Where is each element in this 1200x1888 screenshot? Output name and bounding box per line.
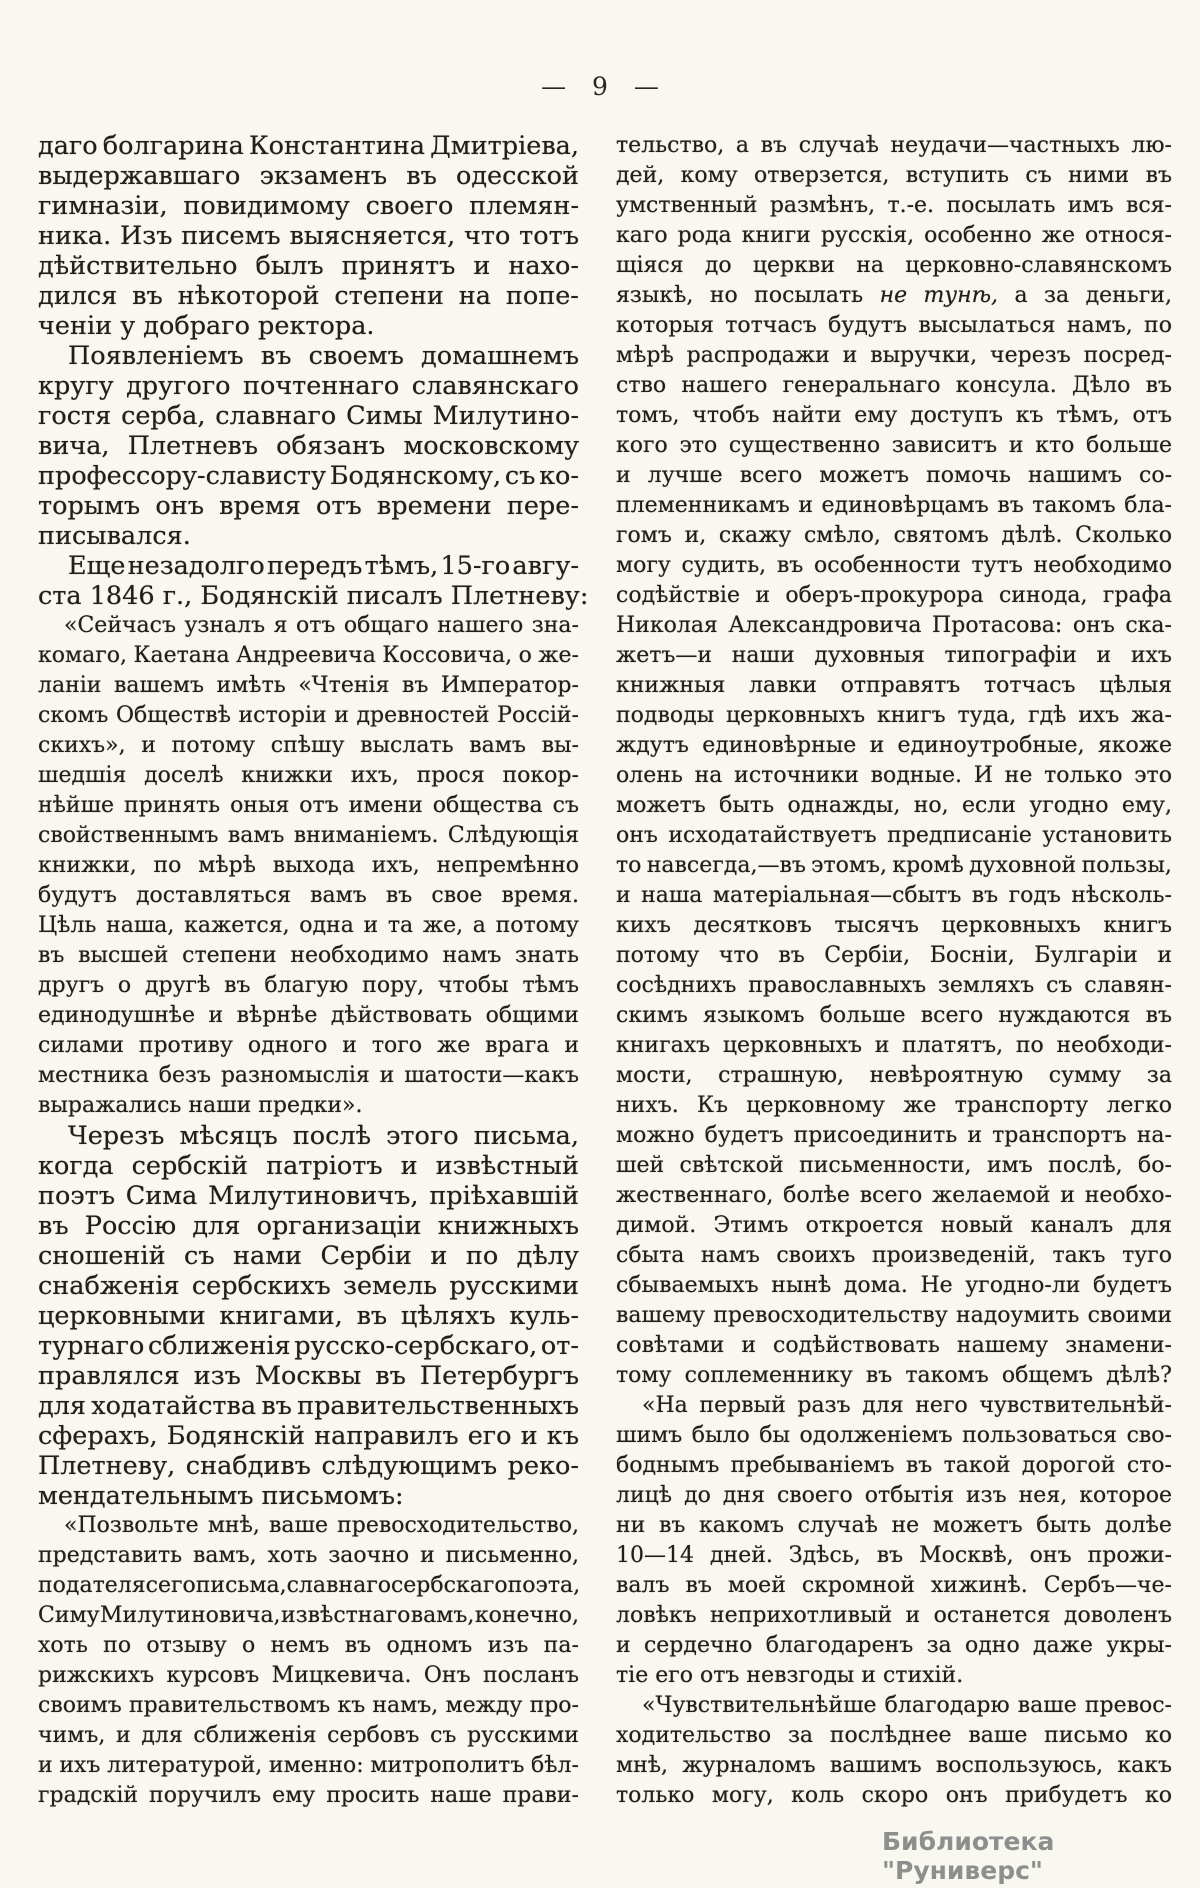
text-line: сбыта намъ своихъ произведеній, такъ туго: [616, 1243, 1172, 1268]
text-line: шедшія доселѣ книжки ихъ, прося покор-: [38, 763, 579, 788]
text-line: торымъ онъ время отъ времени пере-: [38, 491, 579, 521]
text-line: мнѣ, журналомъ вашимъ воспользуюсь, какъ: [616, 1753, 1172, 1778]
text-line: жетъ—и наши духовныя типографіи и ихъ: [616, 643, 1172, 668]
paragraph: [38, 1511, 579, 1811]
text-line: дѣйствительно былъ принятъ и нахо-: [38, 251, 579, 281]
text-line: когда сербскій патріотъ и извѣстный: [38, 1151, 579, 1181]
right-column: [616, 131, 1172, 1811]
text-line: ста 1846 г., Бодянскій писалъ Плетневу:: [38, 581, 589, 611]
page-number: — 9 —: [541, 72, 659, 101]
text-line: только могу, коль скоро онъ прибудетъ ко: [616, 1783, 1172, 1808]
text-line: «На первый разъ для него чувствительнѣй-: [642, 1393, 1172, 1418]
text-line: ланіи вашемъ имѣть «Чтенія въ Император-: [38, 673, 579, 698]
text-line: поэтъ Сима Милутиновичъ, пріѣхавшій: [38, 1181, 579, 1211]
text-line: книгахъ церковныхъ и платятъ, по необходи-: [616, 1033, 1172, 1058]
text-line: даго болгарина Константина Дмитріева,: [38, 131, 579, 161]
text-line: мендательнымъ письмомъ:: [38, 1481, 404, 1511]
text-line: содѣйствіе и оберъ-прокурора синода, графа: [616, 583, 1172, 608]
text-line: турнаго сближенія русско-сербскаго, от-: [38, 1331, 579, 1361]
paragraph: [38, 611, 579, 1121]
text-line: будутъ доставляться вамъ въ свое время.: [38, 883, 579, 908]
text-line: потому что въ Сербіи, Босніи, Булгаріи и: [616, 943, 1172, 968]
text-line: лицѣ до дня своего отбытія изъ нея, которое: [616, 1483, 1172, 1508]
text-line: онъ исходатайствуетъ предписаніе установить: [616, 823, 1172, 848]
text-line: мости, страшную, невѣроятную сумму за: [616, 1063, 1172, 1088]
text-line: дей, кому отверзется, вступить съ ними въ: [616, 163, 1172, 188]
text-line: Николая Александровича Протасова: онъ ска-: [616, 613, 1172, 638]
text-line: ника. Изъ писемъ выясняется, что тотъ: [38, 221, 579, 251]
text-line: въ высшей степени необходимо намъ знать: [38, 943, 579, 968]
text-line: тельство, а въ случаѣ неудачи—частныхъ лю-: [616, 133, 1172, 158]
text-line: димой. Этимъ откроется новый каналъ для: [616, 1213, 1172, 1238]
text-line: выражались наши предки».: [38, 1093, 363, 1118]
text-line: 10—14 дней. Здѣсь, въ Москвѣ, онъ прожи-: [616, 1543, 1172, 1568]
text-line: можетъ быть однажды, но, если угодно ему,: [616, 793, 1172, 818]
text-line: Черезъ мѣсяцъ послѣ этого письма,: [68, 1121, 579, 1151]
text-line: каго рода книги русскія, особенно же относя-: [616, 223, 1172, 248]
paragraph: [38, 551, 589, 611]
paragraph: [616, 1391, 1172, 1691]
text-line: чимъ, и для сближенія сербовъ съ русскими: [38, 1723, 579, 1748]
text-line: олень на источники водные. И не только это: [616, 763, 1172, 788]
text-line: другъ о другѣ въ благую пору, чтобы тѣмъ: [38, 973, 579, 998]
text-line: рижскихъ курсовъ Мицкевича. Онъ посланъ: [38, 1663, 579, 1688]
text-line: снабженія сербскихъ земель русскими: [38, 1271, 579, 1301]
text-line: шей свѣтской письменности, имъ послѣ, бо-: [616, 1153, 1172, 1178]
text-line: ство нашего генеральнаго консула. Дѣло въ: [616, 373, 1172, 398]
text-line: подателя сего письма, славнаго сербскаго поэта,: [38, 1573, 581, 1598]
text-line: томъ, чтобъ найти ему доступъ къ тѣмъ, отъ: [616, 403, 1172, 428]
text-line: и ихъ литературой, именно: митрополитъ бѣл-: [38, 1753, 579, 1778]
text-line: валъ въ моей скромной хижинѣ. Сербъ—че-: [616, 1573, 1172, 1598]
text-line: местника безъ разномыслія и шатости—какъ: [38, 1063, 579, 1088]
text-line: ни въ какомъ случаѣ не можетъ быть долѣе: [616, 1513, 1172, 1538]
text-line: сбываемыхъ нынѣ дома. Не угодно-ли будетъ: [616, 1273, 1172, 1298]
library-watermark: Библиотека "Руниверс": [882, 1827, 1055, 1885]
text-line: гостя серба, славнаго Симы Милутино-: [38, 401, 579, 431]
text-line: хоть по отзыву о немъ въ одномъ изъ па-: [38, 1633, 579, 1658]
text-line: силами противу одного и того же врага и: [38, 1033, 579, 1058]
text-line: которыя тотчасъ будутъ высылаться намъ, по: [616, 313, 1172, 338]
text-line: Появленіемъ въ своемъ домашнемъ: [68, 341, 579, 371]
text-line: племенникамъ и единовѣрцамъ въ такомъ бла-: [616, 493, 1172, 518]
text-line: писывался.: [38, 521, 191, 551]
paragraph: [616, 131, 1172, 1391]
text-line: тому соплеменнику въ такомъ общемъ дѣлѣ?: [616, 1363, 1172, 1388]
text-line: мѣрѣ распродажи и выручки, черезъ посред-: [616, 343, 1172, 368]
text-line: правлялся изъ Москвы въ Петербургъ: [38, 1361, 579, 1391]
text-line: и лучше всего можетъ помочь нашимъ со-: [616, 463, 1172, 488]
text-line: и сердечно благодаренъ за одно даже укры-: [616, 1633, 1172, 1658]
text-line: и наша матеріальная—сбытъ въ годъ нѣсколь-: [616, 883, 1172, 908]
text-line: гомъ и, скажу смѣло, святомъ дѣлѣ. Сколько: [616, 523, 1172, 548]
text-line: единодушнѣе и вѣрнѣе дѣйствовать общими: [38, 1003, 579, 1028]
text-line: жественнаго, болѣе всего желаемой и необхо-: [616, 1183, 1172, 1208]
text-line: «Позвольте мнѣ, ваше превосходительство,: [64, 1513, 579, 1538]
paragraph: [38, 131, 579, 341]
text-line: шимъ было бы одолженіемъ пользоваться сво-: [616, 1423, 1172, 1448]
text-line: ходительство за послѣднее ваше письмо ко: [616, 1723, 1172, 1748]
text-line: гимназіи, повидимому своего племян-: [38, 191, 579, 221]
text-line: свойственнымъ вамъ вниманіемъ. Слѣдующія: [38, 823, 579, 848]
paragraph: [38, 1121, 579, 1511]
text-line: представить вамъ, хоть заочно и письменно,: [38, 1543, 579, 1568]
text-line: въ Россію для организаціи книжныхъ: [38, 1211, 579, 1241]
text-line: кого это существенно зависитъ и кто больше: [616, 433, 1172, 458]
text-line: подводы церковныхъ книгъ туда, гдѣ ихъ жа-: [616, 703, 1172, 728]
text-line: сосѣднихъ православныхъ земляхъ съ славян-: [616, 973, 1172, 998]
text-line: нѣйше принять оныя отъ имени общества съ: [38, 793, 579, 818]
text-line: своимъ правительствомъ къ намъ, между про-: [38, 1693, 579, 1718]
text-line: церковными книгами, въ цѣляхъ куль-: [38, 1301, 579, 1331]
text-line: могу судить, въ особенности тутъ необходимо: [616, 553, 1172, 578]
text-line: то навсегда,—въ этомъ, кромѣ духовной пользы,: [616, 853, 1172, 878]
paragraph: [38, 341, 579, 551]
text-line: дился въ нѣкоторой степени на попе-: [38, 281, 579, 311]
paragraph: [616, 1691, 1172, 1811]
text-line: выдержавшаго экзаменъ въ одесской: [38, 161, 579, 191]
text-line: «Сейчасъ узналъ я отъ общаго нашего зна-: [64, 613, 579, 638]
text-line: «Чувствительнѣйше благодарю ваше превос-: [642, 1693, 1172, 1718]
text-line: книжныя лавки отправятъ тотчасъ цѣлыя: [616, 673, 1172, 698]
text-line: скимъ языкомъ больше всего нуждаются въ: [616, 1003, 1172, 1028]
left-column: [38, 131, 589, 1811]
text-line: вича, Плетневъ обязанъ московскому: [38, 431, 579, 461]
text-line: Симу Милутиновича, извѣстнаго вамъ, конечно,: [38, 1603, 579, 1628]
text-line: кругу другого почтеннаго славянскаго: [38, 371, 579, 401]
text-line: можно будетъ присоединить и транспортъ на-: [616, 1123, 1172, 1148]
text-line: сферахъ, Бодянскій направилъ его и къ: [38, 1421, 579, 1451]
text-line: ждутъ единовѣрные и единоутробные, якоже: [616, 733, 1172, 758]
text-line: языкѣ, но посылать не тунѣ, а за деньги,: [616, 283, 1172, 308]
text-line: сношеній съ нами Сербіи и по дѣлу: [38, 1241, 579, 1271]
text-line: комаго, Каетана Андреевича Коссовича, о же-: [38, 643, 579, 668]
text-line: скихъ», и потому спѣшу выслать вамъ вы-: [38, 733, 579, 758]
text-line: скомъ Обществѣ исторіи и древностей Россій-: [38, 703, 579, 728]
text-line: тіе его отъ невзгоды и стихій.: [616, 1663, 964, 1688]
text-line: Еще незадолго передъ тѣмъ, 15-го авгу-: [68, 551, 579, 581]
text-line: книжки, по мѣрѣ выхода ихъ, непремѣнно: [38, 853, 579, 878]
text-line: ловѣкъ неприхотливый и останется доволенъ: [616, 1603, 1172, 1628]
text-line: боднымъ пребываніемъ въ такой дорогой сто-: [616, 1453, 1172, 1478]
text-line: щіяся до церкви на церковно-славянскомъ: [616, 253, 1172, 278]
text-line: профессору-слависту Бодянскому, съ ко-: [38, 461, 579, 491]
text-line: градскій поручилъ ему просить наше прави-: [38, 1783, 579, 1808]
text-line: умственный размѣнъ, т.-е. посылать имъ вся-: [616, 193, 1172, 218]
text-line: для ходатайства въ правительственныхъ: [38, 1391, 579, 1421]
text-line: Плетневу, снабдивъ слѣдующимъ реко-: [38, 1451, 579, 1481]
text-line: вашему превосходительству надоумить своими: [616, 1303, 1172, 1328]
text-line: кихъ десятковъ тысячъ церковныхъ книгъ: [616, 913, 1172, 938]
text-line: ченіи у добраго ректора.: [38, 311, 375, 341]
text-line: нихъ. Къ церковному же транспорту легко: [616, 1093, 1172, 1118]
text-line: Цѣль наша, кажется, одна и та же, а потому: [38, 913, 579, 938]
text-line: совѣтами и содѣйствовать нашему знамени-: [616, 1333, 1172, 1358]
